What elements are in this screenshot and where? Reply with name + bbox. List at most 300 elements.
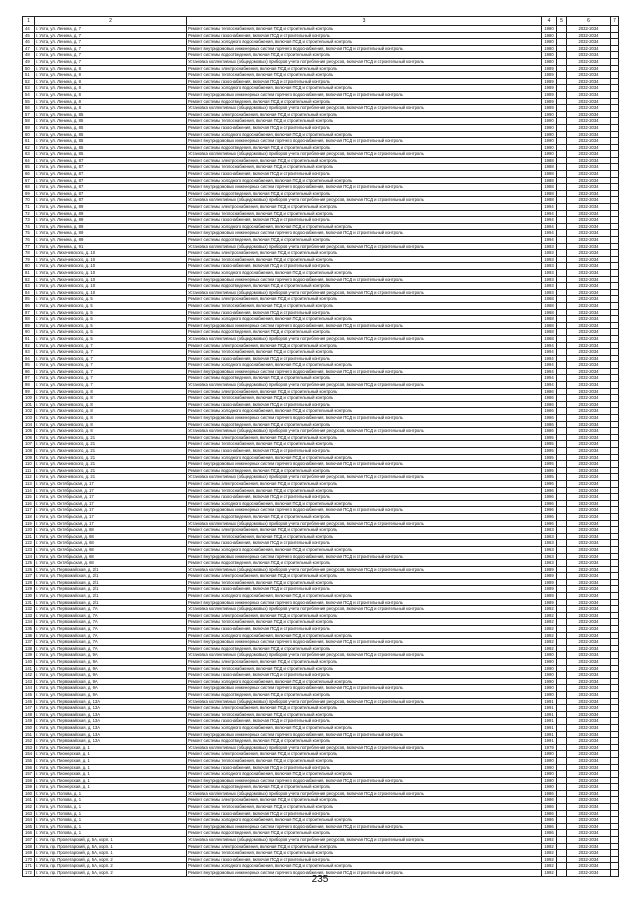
row-number-cell: 131 <box>23 599 35 606</box>
period-cell: 2032-2034 <box>567 698 611 705</box>
empty-cell <box>611 157 619 164</box>
year-cell: 1990 <box>542 764 557 771</box>
row-number-cell: 83 <box>23 283 35 290</box>
year-cell: 1968 <box>542 329 557 336</box>
row-number-cell: 97 <box>23 375 35 382</box>
address-cell: г. Ухта, пр. Пролетарский, д. 5А, корп. 2 <box>35 870 187 877</box>
empty-cell <box>611 520 619 527</box>
empty-cell <box>611 751 619 758</box>
empty-cell <box>557 454 567 461</box>
table-row <box>23 672 619 679</box>
empty-cell <box>557 32 567 39</box>
table-row <box>23 626 619 633</box>
row-number-cell: 76 <box>23 237 35 244</box>
empty-cell <box>611 480 619 487</box>
empty-cell <box>611 197 619 204</box>
empty-cell <box>557 533 567 540</box>
year-cell: 1990 <box>542 151 557 158</box>
empty-cell <box>611 797 619 804</box>
work-type-cell: Ремонт системы холодного водоснабжения, включая ПСД и строительный контроль <box>187 131 542 138</box>
address-cell: г. Ухта, ул. Первомайская, д. 7А <box>35 645 187 652</box>
empty-cell <box>611 757 619 764</box>
row-number-cell: 74 <box>23 223 35 230</box>
work-type-cell: Ремонт системы теплоснабжения, включая ПСД и строительный контроль <box>187 850 542 857</box>
address-cell: г. Ухта, ул. Первомайская, д. 13А <box>35 718 187 725</box>
work-type-cell: Ремонт системы газоснабжения, включая ПСД и строительный контроль <box>187 586 542 593</box>
work-type-cell: Ремонт системы холодного водоснабжения, включая ПСД и строительный контроль <box>187 177 542 184</box>
work-type-cell: Ремонт внутридомовых инженерных систем горячего водоснабжения, включая ПСД и строительный контроль <box>187 138 542 145</box>
table-row <box>23 368 619 375</box>
work-type-cell: Установка коллективных (общедомовых) приборов учета потребления ресурсов, включая ПСД и строительный контроль <box>187 151 542 158</box>
work-type-cell: Установка коллективных (общедомовых) приборов учета потребления ресурсов, включая ПСД и строительный контроль <box>187 652 542 659</box>
address-cell: г. Ухта, ул. Октябрьская, д. 68 <box>35 533 187 540</box>
row-number-cell: 144 <box>23 685 35 692</box>
table-row <box>23 691 619 698</box>
empty-cell <box>611 744 619 751</box>
row-number-cell: 151 <box>23 731 35 738</box>
row-number-cell: 101 <box>23 401 35 408</box>
row-number-cell: 122 <box>23 540 35 547</box>
address-cell: г. Ухта, ул. Ленина, д. 8 <box>35 72 187 79</box>
table-row <box>23 790 619 797</box>
address-cell: г. Ухта, ул. Лихачевского, д. 5 <box>35 316 187 323</box>
work-type-cell: Ремонт внутридомовых инженерных систем горячего водоснабжения, включая ПСД и строительный контроль <box>187 685 542 692</box>
work-type-cell: Установка коллективных (общедомовых) приборов учета потребления ресурсов, включая ПСД и строительный контроль <box>187 335 542 342</box>
row-number-cell: 90 <box>23 329 35 336</box>
empty-cell <box>611 283 619 290</box>
address-cell: г. Ухта, ул. Первомайская, д. 9А <box>35 659 187 666</box>
empty-cell <box>557 223 567 230</box>
year-cell: 1991 <box>542 718 557 725</box>
address-cell: г. Ухта, ул. Лихачевского, д. 21 <box>35 441 187 448</box>
address-cell: г. Ухта, ул. Ленина, д. 8 <box>35 91 187 98</box>
empty-cell <box>611 626 619 633</box>
work-type-cell: Ремонт системы холодного водоснабжения, включая ПСД и строительный контроль <box>187 817 542 824</box>
empty-cell <box>611 652 619 659</box>
work-type-cell: Ремонт системы водоотведения, включая ПСД и строительный контроль <box>187 467 542 474</box>
period-cell: 2032-2034 <box>567 276 611 283</box>
table-row <box>23 335 619 342</box>
work-type-cell: Ремонт системы газоснабжения, включая ПСД и строительный контроль <box>187 309 542 316</box>
table-row <box>23 45 619 52</box>
row-number-cell: 132 <box>23 606 35 613</box>
empty-cell <box>557 243 567 250</box>
empty-cell <box>557 474 567 481</box>
empty-cell <box>557 757 567 764</box>
period-cell: 2032-2034 <box>567 26 611 33</box>
empty-cell <box>611 408 619 415</box>
table-row <box>23 177 619 184</box>
empty-cell <box>611 527 619 534</box>
period-cell: 2032-2034 <box>567 309 611 316</box>
address-cell: г. Ухта, ул. Попова, д. 1 <box>35 830 187 837</box>
address-cell: г. Ухта, пр. Пролетарский, д. 5А, корп. 1 <box>35 837 187 844</box>
table-row <box>23 250 619 257</box>
period-cell: 2032-2034 <box>567 599 611 606</box>
year-cell: 1990 <box>542 678 557 685</box>
table-row <box>23 316 619 323</box>
year-cell: 1989 <box>542 98 557 105</box>
table-row <box>23 329 619 336</box>
table-row <box>23 415 619 422</box>
year-cell: 1980 <box>542 58 557 65</box>
work-type-cell: Ремонт системы газоснабжения, включая ПСД и строительный контроль <box>187 263 542 270</box>
table-row <box>23 263 619 270</box>
table-row <box>23 118 619 125</box>
row-number-cell: 65 <box>23 164 35 171</box>
address-cell: г. Ухта, ул. Лихачевского, д. 7 <box>35 368 187 375</box>
row-number-cell: 50 <box>23 65 35 72</box>
empty-cell <box>611 78 619 85</box>
work-type-cell: Ремонт системы теплоснабжения, включая ПСД и строительный контроль <box>187 441 542 448</box>
work-type-cell: Ремонт системы водоотведения, включая ПСД и строительный контроль <box>187 98 542 105</box>
empty-cell <box>611 98 619 105</box>
empty-cell <box>611 606 619 613</box>
address-cell: г. Ухта, ул. Пионерская, д. 1 <box>35 777 187 784</box>
empty-cell <box>611 65 619 72</box>
row-number-cell: 114 <box>23 487 35 494</box>
table-row <box>23 204 619 211</box>
empty-cell <box>557 388 567 395</box>
work-type-cell: Ремонт системы теплоснабжения, включая ПСД и строительный контроль <box>187 395 542 402</box>
work-type-cell: Ремонт системы электроснабжения, включая ПСД и строительный контроль <box>187 250 542 257</box>
row-number-cell: 71 <box>23 204 35 211</box>
address-cell: г. Ухта, ул. Попова, д. 1 <box>35 790 187 797</box>
period-cell: 2032-2034 <box>567 500 611 507</box>
table-row <box>23 230 619 237</box>
work-type-cell: Ремонт системы водоотведения, включая ПСД и строительный контроль <box>187 421 542 428</box>
period-cell: 2032-2034 <box>567 217 611 224</box>
row-number-cell: 113 <box>23 480 35 487</box>
year-cell: 1963 <box>542 540 557 547</box>
empty-cell <box>557 513 567 520</box>
year-cell: 1989 <box>542 579 557 586</box>
period-cell: 2032-2034 <box>567 593 611 600</box>
table-row <box>23 408 619 415</box>
empty-cell <box>611 546 619 553</box>
address-cell: г. Ухта, ул. Ленина, д. 87 <box>35 190 187 197</box>
row-number-cell: 109 <box>23 454 35 461</box>
empty-cell <box>611 388 619 395</box>
period-cell: 2032-2034 <box>567 724 611 731</box>
year-cell: 1994 <box>542 204 557 211</box>
row-number-cell: 51 <box>23 72 35 79</box>
table-row <box>23 78 619 85</box>
table-row <box>23 26 619 33</box>
row-number-cell: 120 <box>23 527 35 534</box>
address-cell: г. Ухта, ул. Лихачевского, д. 5 <box>35 335 187 342</box>
address-cell: г. Ухта, ул. Первомайская, д. 9А <box>35 691 187 698</box>
work-type-cell: Ремонт системы холодного водоснабжения, включая ПСД и строительный контроль <box>187 39 542 46</box>
empty-cell <box>557 250 567 257</box>
address-cell: г. Ухта, ул. Лихачевского, д. 5 <box>35 302 187 309</box>
empty-cell <box>611 593 619 600</box>
year-cell: 1986 <box>542 810 557 817</box>
empty-cell <box>611 804 619 811</box>
row-number-cell: 119 <box>23 520 35 527</box>
year-cell: 1993 <box>542 250 557 257</box>
table-row <box>23 757 619 764</box>
empty-cell <box>557 467 567 474</box>
empty-cell <box>611 124 619 131</box>
year-cell: 1992 <box>542 612 557 619</box>
work-type-cell: Ремонт системы водоотведения, включая ПСД и строительный контроль <box>187 190 542 197</box>
empty-cell <box>611 817 619 824</box>
table-row <box>23 830 619 837</box>
work-type-cell: Установка коллективных (общедомовых) приборов учета потребления ресурсов, включая ПСД и строительный контроль <box>187 837 542 844</box>
period-cell: 2032-2034 <box>567 230 611 237</box>
row-number-cell: 53 <box>23 85 35 92</box>
table-row <box>23 632 619 639</box>
row-number-cell: 163 <box>23 810 35 817</box>
period-cell: 2032-2034 <box>567 461 611 468</box>
address-cell: г. Ухта, ул. Лихачевского, д. 7 <box>35 362 187 369</box>
year-cell: 1993 <box>542 256 557 263</box>
empty-cell <box>611 223 619 230</box>
work-type-cell: Ремонт системы газоснабжения, включая ПСД и строительный контроль <box>187 355 542 362</box>
empty-cell <box>611 263 619 270</box>
address-cell: г. Ухта, ул. Октябрьская, д. 17 <box>35 500 187 507</box>
empty-cell <box>611 599 619 606</box>
row-number-cell: 152 <box>23 738 35 745</box>
row-number-cell: 92 <box>23 342 35 349</box>
period-cell: 2032-2034 <box>567 837 611 844</box>
empty-cell <box>557 448 567 455</box>
empty-cell <box>611 237 619 244</box>
empty-cell <box>611 204 619 211</box>
row-number-cell: 46 <box>23 39 35 46</box>
year-cell: 1995 <box>542 434 557 441</box>
address-cell: г. Ухта, ул. Лихачевского, д. 21 <box>35 474 187 481</box>
table-row <box>23 210 619 217</box>
row-number-cell: 56 <box>23 105 35 112</box>
year-cell: 1989 <box>542 573 557 580</box>
empty-cell <box>557 606 567 613</box>
row-number-cell: 77 <box>23 243 35 250</box>
table-row <box>23 164 619 171</box>
empty-cell <box>611 395 619 402</box>
year-cell: 1993 <box>542 289 557 296</box>
works-table <box>22 16 619 877</box>
row-number-cell: 124 <box>23 553 35 560</box>
period-cell: 2032-2034 <box>567 810 611 817</box>
work-type-cell: Ремонт системы электроснабжения, включая ПСД и строительный контроль <box>187 751 542 758</box>
address-cell: г. Ухта, ул. Первомайская, д. 13А <box>35 698 187 705</box>
empty-cell <box>611 665 619 672</box>
empty-cell <box>611 72 619 79</box>
empty-cell <box>557 480 567 487</box>
empty-cell <box>611 441 619 448</box>
year-cell: 1996 <box>542 494 557 501</box>
empty-cell <box>557 151 567 158</box>
work-type-cell: Ремонт внутридомовых инженерных систем горячего водоснабжения, включая ПСД и строительный контроль <box>187 639 542 646</box>
address-cell: г. Ухта, ул. Лихачевского, д. 21 <box>35 461 187 468</box>
empty-cell <box>611 190 619 197</box>
empty-cell <box>557 632 567 639</box>
address-cell: г. Ухта, ул. Первомайская, д. 2/1 <box>35 586 187 593</box>
column-header-5: 5 <box>557 17 567 26</box>
row-number-cell: 94 <box>23 355 35 362</box>
address-cell: г. Ухта, ул. Первомайская, д. 7А <box>35 632 187 639</box>
work-type-cell: Ремонт внутридомовых инженерных систем горячего водоснабжения, включая ПСД и строительный контроль <box>187 45 542 52</box>
period-cell: 2032-2034 <box>567 39 611 46</box>
period-cell: 2032-2034 <box>567 863 611 870</box>
empty-cell <box>557 579 567 586</box>
work-type-cell: Ремонт системы теплоснабжения, включая ПСД и строительный контроль <box>187 256 542 263</box>
row-number-cell: 127 <box>23 573 35 580</box>
address-cell: г. Ухта, ул. Лихачевского, д. 21 <box>35 467 187 474</box>
work-type-cell: Ремонт системы электроснабжения, включая ПСД и строительный контроль <box>187 204 542 211</box>
work-type-cell: Ремонт системы водоотведения, включая ПСД и строительный контроль <box>187 830 542 837</box>
period-cell: 2032-2034 <box>567 171 611 178</box>
year-cell: 1986 <box>542 388 557 395</box>
work-type-cell: Ремонт системы холодного водоснабжения, включая ПСД и строительный контроль <box>187 85 542 92</box>
address-cell: г. Ухта, ул. Первомайская, д. 7А <box>35 606 187 613</box>
work-type-cell: Ремонт внутридомовых инженерных систем горячего водоснабжения, включая ПСД и строительный контроль <box>187 777 542 784</box>
table-row <box>23 520 619 527</box>
empty-cell <box>557 52 567 59</box>
empty-cell <box>611 138 619 145</box>
row-number-cell: 136 <box>23 632 35 639</box>
period-cell: 2032-2034 <box>567 685 611 692</box>
row-number-cell: 154 <box>23 751 35 758</box>
empty-cell <box>611 296 619 303</box>
table-row <box>23 243 619 250</box>
period-cell: 2032-2034 <box>567 45 611 52</box>
year-cell: 1992 <box>542 843 557 850</box>
year-cell: 1989 <box>542 65 557 72</box>
table-row <box>23 421 619 428</box>
row-number-cell: 45 <box>23 32 35 39</box>
year-cell: 1988 <box>542 157 557 164</box>
empty-cell <box>557 322 567 329</box>
year-cell: 1995 <box>542 454 557 461</box>
year-cell: 1988 <box>542 164 557 171</box>
table-row <box>23 52 619 59</box>
period-cell: 2032-2034 <box>567 507 611 514</box>
table-row <box>23 659 619 666</box>
table-row <box>23 309 619 316</box>
address-cell: г. Ухта, ул. Первомайская, д. 2/1 <box>35 593 187 600</box>
empty-cell <box>557 39 567 46</box>
work-type-cell: Установка коллективных (общедомовых) приборов учета потребления ресурсов, включая ПСД и строительный контроль <box>187 58 542 65</box>
row-number-cell: 157 <box>23 771 35 778</box>
empty-cell <box>611 52 619 59</box>
table-row <box>23 388 619 395</box>
year-cell: 1990 <box>542 757 557 764</box>
period-cell: 2032-2034 <box>567 738 611 745</box>
work-type-cell: Установка коллективных (общедомовых) приборов учета потребления ресурсов, включая ПСД и строительный контроль <box>187 243 542 250</box>
empty-cell <box>557 738 567 745</box>
row-number-cell: 143 <box>23 678 35 685</box>
empty-cell <box>557 685 567 692</box>
table-row <box>23 843 619 850</box>
row-number-cell: 67 <box>23 177 35 184</box>
empty-cell <box>611 790 619 797</box>
empty-cell <box>611 718 619 725</box>
work-type-cell: Ремонт системы электроснабжения, включая ПСД и строительный контроль <box>187 65 542 72</box>
empty-cell <box>557 368 567 375</box>
empty-cell <box>557 731 567 738</box>
work-type-cell: Ремонт системы водоотведения, включая ПСД и строительный контроль <box>187 237 542 244</box>
work-type-cell: Ремонт системы газоснабжения, включая ПСД и строительный контроль <box>187 32 542 39</box>
empty-cell <box>611 724 619 731</box>
year-cell: 1990 <box>542 672 557 679</box>
address-cell: г. Ухта, ул. Лихачевского, д. 7 <box>35 355 187 362</box>
row-number-cell: 121 <box>23 533 35 540</box>
period-cell: 2032-2034 <box>567 269 611 276</box>
row-number-cell: 102 <box>23 408 35 415</box>
table-row <box>23 810 619 817</box>
empty-cell <box>611 217 619 224</box>
row-number-cell: 63 <box>23 151 35 158</box>
period-cell: 2032-2034 <box>567 856 611 863</box>
empty-cell <box>557 856 567 863</box>
work-type-cell: Ремонт системы электроснабжения, включая ПСД и строительный контроль <box>187 527 542 534</box>
table-row <box>23 184 619 191</box>
period-cell: 2032-2034 <box>567 85 611 92</box>
empty-cell <box>557 784 567 791</box>
year-cell: 1988 <box>542 190 557 197</box>
period-cell: 2032-2034 <box>567 553 611 560</box>
period-cell: 2032-2034 <box>567 626 611 633</box>
address-cell: г. Ухта, ул. Пионерская, д. 1 <box>35 771 187 778</box>
row-number-cell: 134 <box>23 619 35 626</box>
row-number-cell: 145 <box>23 691 35 698</box>
empty-cell <box>557 711 567 718</box>
empty-cell <box>557 441 567 448</box>
table-row <box>23 355 619 362</box>
table-row <box>23 724 619 731</box>
work-type-cell: Ремонт системы холодного водоснабжения, включая ПСД и строительный контроль <box>187 223 542 230</box>
period-cell: 2032-2034 <box>567 382 611 389</box>
period-cell: 2032-2034 <box>567 823 611 830</box>
work-type-cell: Ремонт системы водоотведения, включая ПСД и строительный контроль <box>187 784 542 791</box>
row-number-cell: 112 <box>23 474 35 481</box>
empty-cell <box>611 705 619 712</box>
empty-cell <box>557 744 567 751</box>
period-cell: 2032-2034 <box>567 78 611 85</box>
row-number-cell: 107 <box>23 441 35 448</box>
empty-cell <box>611 461 619 468</box>
period-cell: 2032-2034 <box>567 830 611 837</box>
row-number-cell: 68 <box>23 184 35 191</box>
table-row <box>23 573 619 580</box>
table-row <box>23 744 619 751</box>
work-type-cell: Ремонт внутридомовых инженерных систем горячего водоснабжения, включая ПСД и строительный контроль <box>187 368 542 375</box>
table-row <box>23 474 619 481</box>
period-cell: 2032-2034 <box>567 296 611 303</box>
table-row <box>23 718 619 725</box>
table-row <box>23 441 619 448</box>
empty-cell <box>557 659 567 666</box>
year-cell: 1986 <box>542 415 557 422</box>
empty-cell <box>557 349 567 356</box>
empty-cell <box>557 678 567 685</box>
year-cell: 1992 <box>542 639 557 646</box>
empty-cell <box>557 461 567 468</box>
work-type-cell: Ремонт системы холодного водоснабжения, включая ПСД и строительный контроль <box>187 724 542 731</box>
year-cell: 1992 <box>542 863 557 870</box>
period-cell: 2032-2034 <box>567 144 611 151</box>
address-cell: г. Ухта, ул. Ленина, д. 85 <box>35 144 187 151</box>
period-cell: 2032-2034 <box>567 751 611 758</box>
work-type-cell: Ремонт системы электроснабжения, включая ПСД и строительный контроль <box>187 296 542 303</box>
empty-cell <box>557 837 567 844</box>
empty-cell <box>557 316 567 323</box>
year-cell: 1991 <box>542 705 557 712</box>
year-cell: 1990 <box>542 665 557 672</box>
